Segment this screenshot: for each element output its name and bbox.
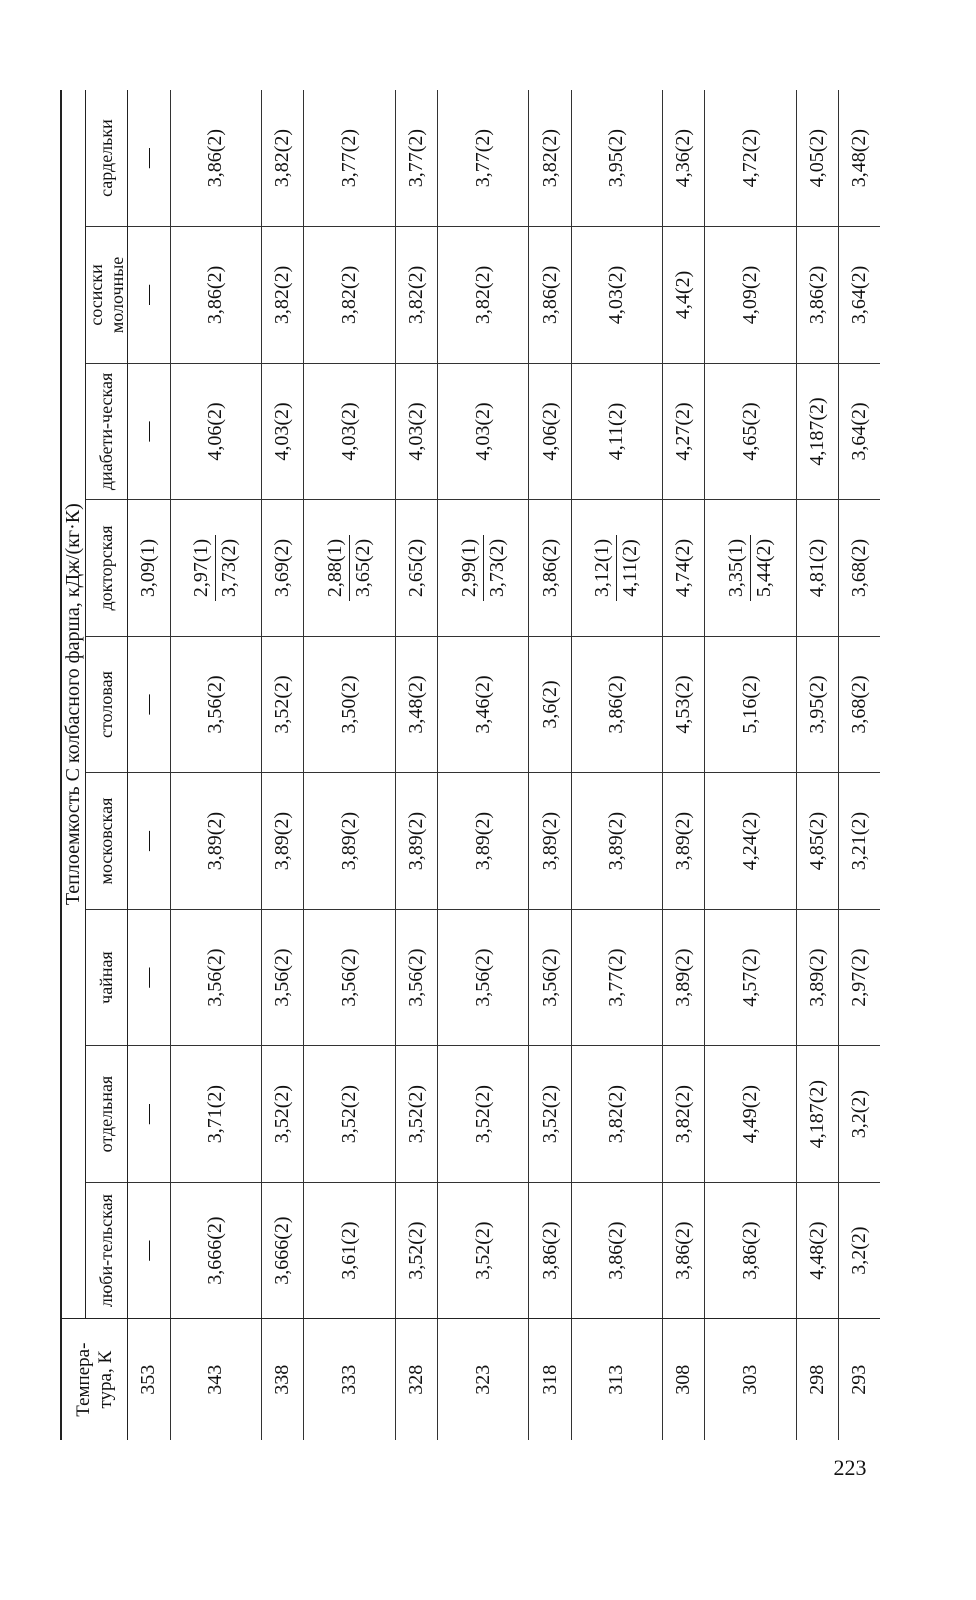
table-cell [571, 500, 662, 637]
column-header: докторская [86, 500, 128, 637]
table-cell: 4,74(2) [663, 500, 705, 637]
table-cell: 5,16(2) [705, 636, 796, 773]
table-cell: 4,36(2) [672, 128, 695, 188]
column-header: люби-тельская [86, 1182, 128, 1319]
temperature-cell: 318 [529, 1319, 571, 1440]
table-cell: 3,89(2) [395, 773, 437, 910]
table-cell: 4,03(2) [395, 363, 437, 500]
table-header-row-group [61, 90, 86, 1440]
table-cell: 3,6(2) [529, 636, 571, 773]
table-cell: 3,86(2) [796, 227, 838, 364]
table-cell: 3,86(2) [705, 1182, 796, 1319]
table-cell: 3,666(2) [170, 1182, 261, 1319]
table-cell: 3,89(2) [663, 773, 705, 910]
table-cell: 3,68(2) [839, 500, 880, 637]
table-cell: 4,53(2) [663, 636, 705, 773]
table-row [529, 90, 571, 1440]
table-cell: 3,86(2) [571, 1182, 662, 1319]
table-cell: 3,86(2) [170, 227, 261, 364]
column-header: сардельки [86, 90, 128, 227]
table-cell: 3,82(2) [538, 128, 561, 188]
table-cell: 3,52(2) [262, 1046, 304, 1183]
table-cell: 3,89(2) [438, 773, 529, 910]
table-cell: 3,95(2) [605, 128, 628, 188]
fraction-denominator: 3,73(2) [218, 538, 241, 598]
table-cell: 3,82(2) [571, 1046, 662, 1183]
table-cell: — [128, 363, 170, 500]
table-row [796, 90, 838, 1440]
table-cell: 3,56(2) [170, 636, 261, 773]
table-cell: 4,09(2) [705, 227, 796, 364]
table-cell: 3,82(2) [304, 227, 395, 364]
table-cell: 3,56(2) [262, 909, 304, 1046]
table-cell: 3,48(2) [848, 128, 871, 188]
temperature-cell: 303 [705, 1319, 796, 1440]
table-row [128, 90, 170, 1440]
table-cell: 4,03(2) [571, 227, 662, 364]
table-cell: 3,82(2) [395, 227, 437, 364]
rotated-table-container [60, 90, 880, 1440]
table-cell: 4,06(2) [170, 363, 261, 500]
fraction-denominator: 5,44(2) [753, 538, 776, 598]
table-cell: 4,72(2) [739, 128, 762, 188]
fraction-denominator: 3,65(2) [352, 538, 375, 598]
table-cell: 3,86(2) [204, 128, 227, 188]
fraction-denominator: 4,11(2) [619, 539, 642, 597]
fraction-denominator: 3,73(2) [485, 538, 508, 598]
table-cell: 3,61(2) [304, 1182, 395, 1319]
table-cell: 4,187(2) [796, 363, 838, 500]
table-cell: 4,49(2) [705, 1046, 796, 1183]
column-header: диабети-ческая [86, 363, 128, 500]
fraction-value [725, 535, 776, 601]
temperature-cell: 308 [663, 1319, 705, 1440]
table-cell: 3,69(2) [262, 500, 304, 637]
table-cell: 3,56(2) [304, 909, 395, 1046]
table-row [262, 90, 304, 1440]
temperature-cell: 338 [262, 1319, 304, 1440]
table-cell: 3,71(2) [170, 1046, 261, 1183]
table-cell: 3,52(2) [395, 1182, 437, 1319]
table-cell: 3,52(2) [529, 1046, 571, 1183]
table-row [839, 90, 880, 1440]
page-number: 223 [833, 1455, 867, 1480]
table-cell: 3,89(2) [529, 773, 571, 910]
fraction-value [591, 535, 642, 601]
heat-capacity-table [60, 90, 880, 1440]
table-cell: 3,56(2) [438, 909, 529, 1046]
table-cell: 3,77(2) [404, 128, 427, 188]
table-cell: 4,85(2) [796, 773, 838, 910]
table-cell: 3,666(2) [262, 1182, 304, 1319]
temperature-column-header: Темпера-тура, К [61, 1319, 128, 1440]
table-cell: 3,56(2) [170, 909, 261, 1046]
table-cell: 3,64(2) [839, 227, 880, 364]
fraction-numerator: 2,99(1) [458, 535, 484, 601]
column-header: отдельная [86, 1046, 128, 1183]
table-cell: 3,86(2) [529, 227, 571, 364]
column-header: столовая [86, 636, 128, 773]
table-cell: 3,89(2) [304, 773, 395, 910]
fraction-value [190, 535, 241, 601]
table-cell: 4,11(2) [571, 363, 662, 500]
table-row [304, 90, 395, 1440]
table-cell: 4,81(2) [796, 500, 838, 637]
fraction-value [324, 535, 375, 601]
table-cell: 3,2(2) [839, 1046, 880, 1183]
table-cell: 3,86(2) [663, 1182, 705, 1319]
column-header: чайная [86, 909, 128, 1046]
table-cell: 4,65(2) [705, 363, 796, 500]
table-cell: 3,56(2) [529, 909, 571, 1046]
table-row [438, 90, 529, 1440]
table-cell [170, 500, 261, 637]
table-cell: 3,82(2) [262, 227, 304, 364]
table-cell [705, 500, 796, 637]
column-header: сосиски молочные [86, 227, 128, 364]
table-cell: — [137, 148, 160, 169]
fraction-value [458, 535, 509, 601]
table-row [170, 90, 261, 1440]
table-cell: 4,187(2) [796, 1046, 838, 1183]
table-cell: 3,52(2) [304, 1046, 395, 1183]
fraction-numerator: 2,88(1) [324, 535, 350, 601]
table-row [571, 90, 662, 1440]
table-row [705, 90, 796, 1440]
table-cell: 3,52(2) [395, 1046, 437, 1183]
table-row [395, 90, 437, 1440]
temperature-cell: 293 [839, 1319, 880, 1440]
table-cell: — [128, 773, 170, 910]
table-cell: 3,50(2) [304, 636, 395, 773]
table-cell: 3,95(2) [796, 636, 838, 773]
table-cell: 3,77(2) [471, 128, 494, 188]
table-cell: 3,89(2) [571, 773, 662, 910]
table-body [128, 90, 880, 1440]
table-cell: 4,4(2) [663, 227, 705, 364]
fraction-numerator: 2,97(1) [190, 535, 216, 601]
table-cell: 3,2(2) [839, 1182, 880, 1319]
table-header-row-columns [86, 90, 128, 1440]
heat-capacity-group-header: Теплоемкость С колбасного фарша, кДж/(кг·К) [61, 90, 86, 1319]
table-cell: 3,56(2) [395, 909, 437, 1046]
table-cell: 3,86(2) [571, 636, 662, 773]
table-cell: 3,46(2) [438, 636, 529, 773]
table-cell: 3,52(2) [438, 1046, 529, 1183]
table-cell: 4,27(2) [663, 363, 705, 500]
temperature-cell: 328 [395, 1319, 437, 1440]
table-cell: 3,68(2) [839, 636, 880, 773]
table-cell: 4,48(2) [796, 1182, 838, 1319]
table-cell: 4,06(2) [529, 363, 571, 500]
table-cell: 3,82(2) [271, 128, 294, 188]
temperature-cell: 313 [571, 1319, 662, 1440]
table-cell: 3,77(2) [338, 128, 361, 188]
table-cell: 2,97(2) [839, 909, 880, 1046]
table-cell: 3,89(2) [663, 909, 705, 1046]
temperature-cell: 343 [170, 1319, 261, 1440]
column-header: московская [86, 773, 128, 910]
table-cell: 3,82(2) [438, 227, 529, 364]
table-cell [438, 500, 529, 637]
temperature-cell: 323 [438, 1319, 529, 1440]
table-cell: 2,65(2) [395, 500, 437, 637]
table-cell: 3,89(2) [170, 773, 261, 910]
table-cell: — [128, 1182, 170, 1319]
table-cell: 4,57(2) [705, 909, 796, 1046]
table-cell [304, 500, 395, 637]
table-cell: 4,03(2) [438, 363, 529, 500]
table-cell: 3,82(2) [663, 1046, 705, 1183]
table-cell: 3,86(2) [529, 1182, 571, 1319]
table-cell: 3,89(2) [262, 773, 304, 910]
table-cell: — [128, 227, 170, 364]
table-cell: 3,48(2) [395, 636, 437, 773]
table-cell: — [128, 909, 170, 1046]
table-row [663, 90, 705, 1440]
table-cell: 4,03(2) [262, 363, 304, 500]
table-cell: 3,52(2) [438, 1182, 529, 1319]
table-cell: — [128, 1046, 170, 1183]
table-cell: — [128, 636, 170, 773]
table-cell: 3,52(2) [262, 636, 304, 773]
table-cell: 3,77(2) [571, 909, 662, 1046]
table-cell: 3,21(2) [839, 773, 880, 910]
temperature-cell: 333 [304, 1319, 395, 1440]
table-cell: 4,24(2) [705, 773, 796, 910]
table-cell: 4,03(2) [304, 363, 395, 500]
table-cell: 4,05(2) [806, 128, 828, 188]
table-cell: 3,86(2) [529, 500, 571, 637]
table-cell: 3,09(1) [128, 500, 170, 637]
table-cell: 3,89(2) [796, 909, 838, 1046]
temperature-cell: 298 [796, 1319, 838, 1440]
fraction-numerator: 3,12(1) [591, 535, 617, 601]
fraction-numerator: 3,35(1) [725, 535, 751, 601]
table-cell: 3,64(2) [839, 363, 880, 500]
temperature-cell: 353 [128, 1319, 170, 1440]
